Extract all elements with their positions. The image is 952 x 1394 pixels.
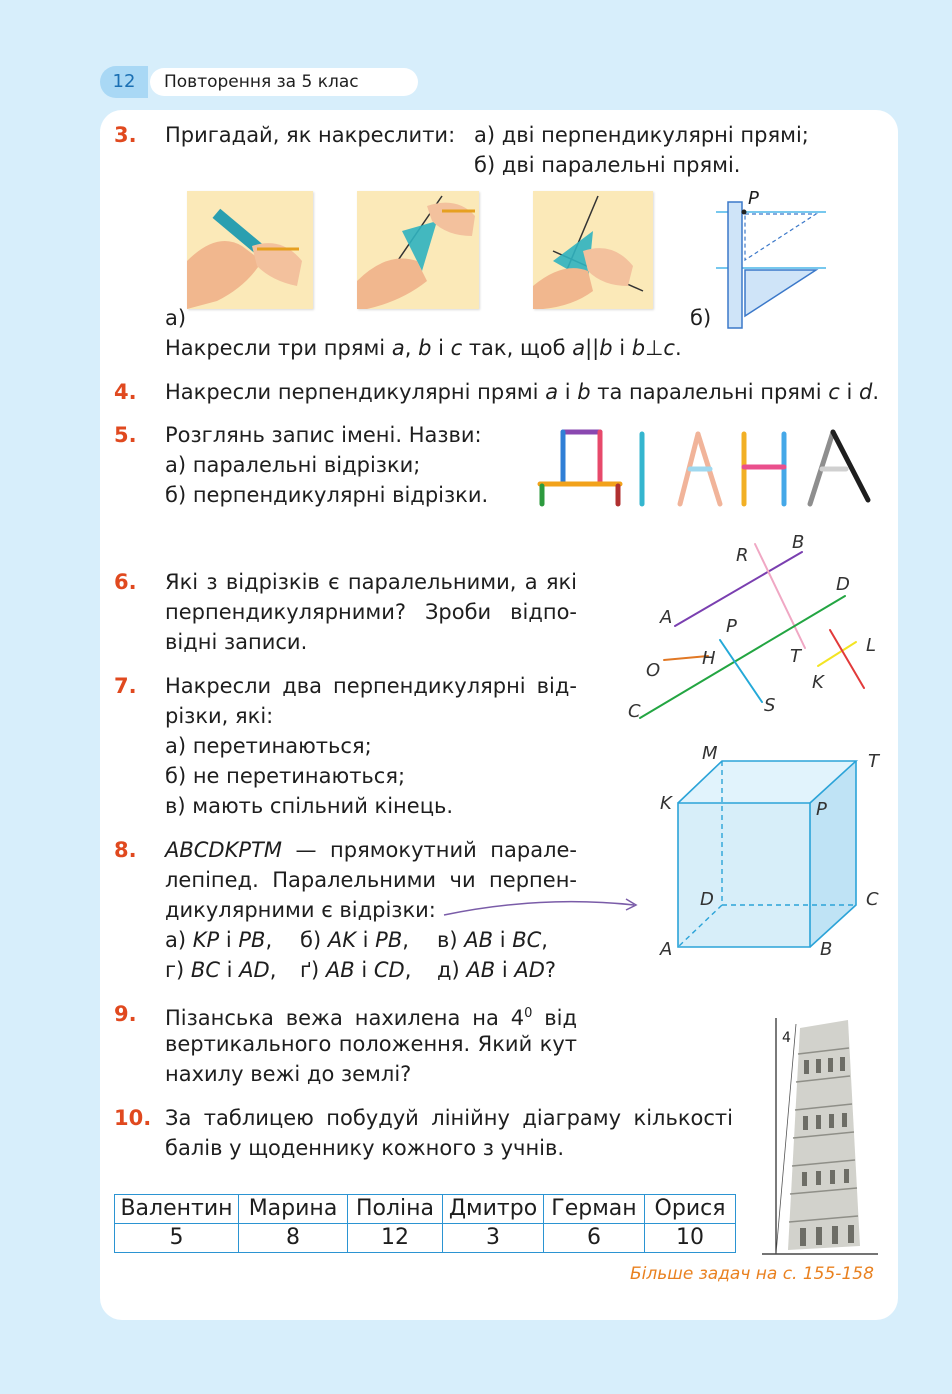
- task-text: перпендикулярними? Зроби відпо-: [165, 600, 577, 624]
- table-cell: 6: [544, 1224, 645, 1253]
- task-number: 3.: [114, 123, 137, 147]
- parallel-lines-drawing: [716, 190, 828, 330]
- table-cell: 8: [239, 1224, 348, 1253]
- cube-label: C: [866, 889, 879, 910]
- page-header: [100, 66, 420, 98]
- hand-drawing-illustration: [357, 191, 479, 309]
- cube-diagram: [640, 735, 890, 965]
- seg-label: T: [790, 646, 801, 667]
- cube-label: K: [660, 793, 672, 814]
- task-text: нахилу вежі до землі?: [165, 1062, 412, 1086]
- task-text: Накресли два перпендикулярні від-: [165, 674, 577, 698]
- cube-label: D: [700, 889, 714, 910]
- task-text: відні записи.: [165, 630, 308, 654]
- cube-label: T: [868, 751, 879, 772]
- photo-square-hand-2: [533, 191, 653, 309]
- task-item: б) AK і PB,: [300, 928, 409, 952]
- task-item: ґ) AB і CD,: [300, 958, 412, 982]
- cube-label: B: [820, 939, 833, 960]
- table-header-cell: Валентин: [115, 1195, 239, 1224]
- seg-label: L: [866, 635, 877, 656]
- seg-label: D: [836, 574, 850, 595]
- task-text: Накресли три прямі a, b і c так, щоб a||b і b⊥c.: [165, 336, 682, 360]
- task-item: в) AB і BC,: [437, 928, 548, 952]
- cube-label: P: [816, 799, 827, 820]
- hand-drawing-illustration: [187, 191, 313, 309]
- table-cell: 3: [443, 1224, 544, 1253]
- task-text: лепіпед. Паралельними чи перпен-: [165, 868, 577, 892]
- seg-label: C: [628, 701, 641, 722]
- seg-label: O: [646, 660, 661, 681]
- task-text: Пригадай, як накреслити:: [165, 123, 456, 147]
- task-number: 5.: [114, 423, 137, 447]
- seg-label: P: [726, 616, 737, 637]
- seg-label: S: [764, 695, 776, 716]
- task-item: г) BC і AD,: [165, 958, 277, 982]
- pisa-tower-illustration: [760, 1010, 880, 1260]
- task-text: ABCDKPTM — прямокутний парале-: [165, 838, 577, 862]
- seg-label: R: [736, 545, 749, 566]
- table-cell: 5: [115, 1224, 239, 1253]
- task-number: 9.: [114, 1002, 137, 1026]
- task-text: балів у щоденнику кожного з учнів.: [165, 1136, 565, 1160]
- task-number: 7.: [114, 674, 137, 698]
- arrow-to-cube: [440, 893, 645, 923]
- task-item: д) AB і AD?: [437, 958, 557, 982]
- task-text: а) перетинаються;: [165, 734, 372, 758]
- task-text: б) перпендикулярні відрізки.: [165, 483, 489, 507]
- task-text: а) паралельні відрізки;: [165, 453, 421, 477]
- segments-diagram: [620, 530, 890, 730]
- section-title: Повторення за 5 клас: [150, 68, 418, 96]
- seg-label: A: [660, 607, 673, 628]
- task-text: вертикального положення. Який кут: [165, 1032, 577, 1056]
- cube-label: A: [660, 939, 673, 960]
- table-header-cell: Марина: [239, 1195, 348, 1224]
- table-header-cell: Дмитро: [443, 1195, 544, 1224]
- task-number: 10.: [114, 1106, 152, 1130]
- photo-square-hand: [357, 191, 479, 309]
- task-text: Пізанська вежа нахилена на $4^0$ від: [165, 1006, 577, 1030]
- angle-label: 4: [782, 1030, 791, 1046]
- page-number: 12: [100, 66, 148, 98]
- label-b: б): [690, 306, 712, 330]
- seg-label: K: [812, 672, 824, 693]
- name-diana-segments: [530, 424, 875, 514]
- task-text: різки, які:: [165, 704, 274, 728]
- task-text: а) дві перпендикулярні прямі;: [474, 123, 809, 147]
- task-text: Які з відрізків є паралельними, а які: [165, 570, 577, 594]
- task-text: За таблицею побудуй лінійну діаграму кількості: [165, 1106, 733, 1130]
- task-number: 6.: [114, 570, 137, 594]
- task-text: дикулярними є відрізки:: [165, 898, 436, 922]
- hand-drawing-illustration: [533, 191, 653, 309]
- table-header-cell: Герман: [544, 1195, 645, 1224]
- task-text: б) не перетинаються;: [165, 764, 406, 788]
- table-header-cell: Поліна: [348, 1195, 443, 1224]
- task-number: 4.: [114, 380, 137, 404]
- task-text: Накресли перпендикулярні прямі a і b та паралельні прямі c і d.: [165, 380, 880, 404]
- scores-table: [114, 1194, 736, 1253]
- task-text: Розглянь запис імені. Назви:: [165, 423, 482, 447]
- task-text: б) дві паралельні прямі.: [474, 153, 741, 177]
- table-cell: 12: [348, 1224, 443, 1253]
- more-tasks-link[interactable]: Більше задач на с. 155-158: [630, 1264, 874, 1284]
- task-item: а) KP і PB,: [165, 928, 273, 952]
- table-row: [115, 1224, 736, 1253]
- seg-label: H: [702, 648, 716, 669]
- table-cell: 10: [645, 1224, 736, 1253]
- seg-label: B: [792, 532, 805, 553]
- point-label: P: [748, 188, 759, 209]
- task-number: 8.: [114, 838, 137, 862]
- task-text: в) мають спільний кінець.: [165, 794, 454, 818]
- cube-label: M: [702, 743, 718, 764]
- table-row: [115, 1195, 736, 1224]
- table-header-cell: Орися: [645, 1195, 736, 1224]
- label-a: а): [165, 306, 187, 330]
- photo-ruler-hand: [187, 191, 313, 309]
